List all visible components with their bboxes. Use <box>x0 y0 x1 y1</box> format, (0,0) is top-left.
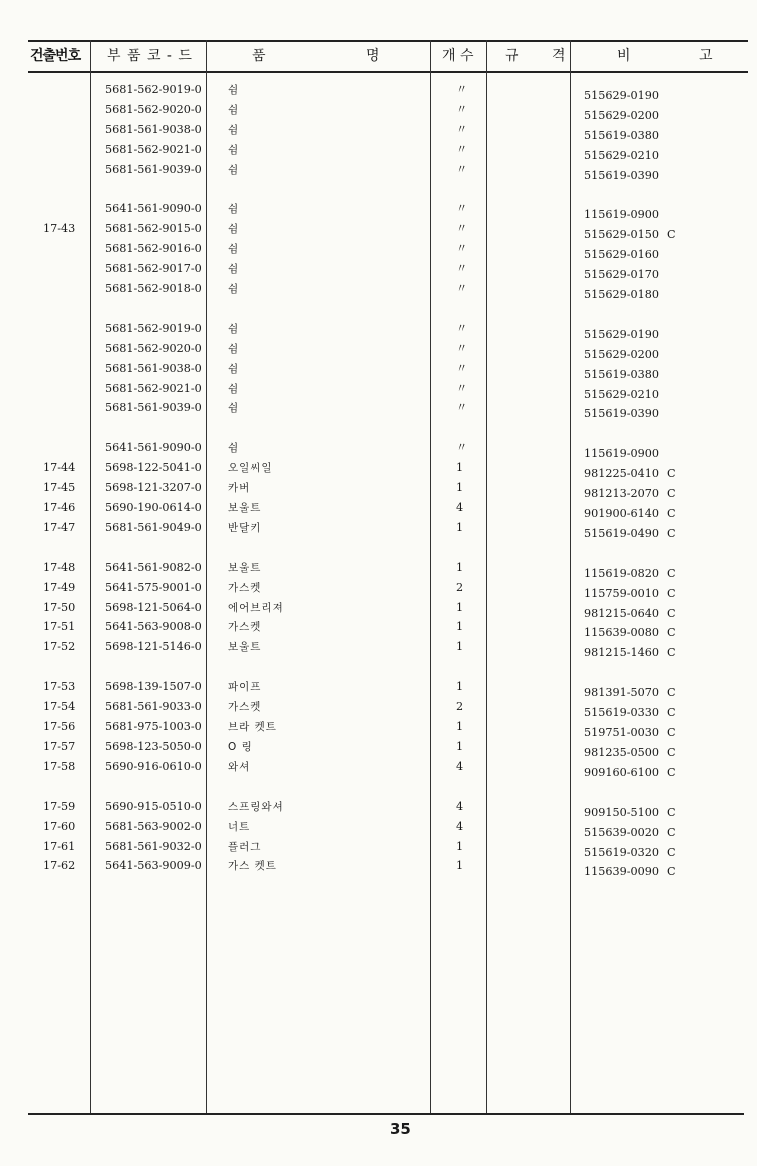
ref-no-cell: 17-54 <box>43 700 76 714</box>
remark-number: 515629-0200 <box>584 108 659 122</box>
part-code-cell: 5681-563-9002-0 <box>105 819 202 833</box>
part-code-cell: 5681-561-9038-0 <box>105 122 202 136</box>
remark-flag: C <box>666 706 676 720</box>
header-remark-b: 고 <box>699 48 713 64</box>
ref-no-cell: 17-57 <box>43 739 76 753</box>
remark-number: 515639-0020 <box>584 825 659 839</box>
ref-no-cell: 17-47 <box>43 520 76 534</box>
header-name-a: 품 <box>252 48 266 64</box>
ref-no-cell: 17-51 <box>43 620 76 634</box>
table-row <box>0 717 757 740</box>
part-name-cell: 플러그 <box>228 840 262 853</box>
remark-number: 515619-0380 <box>584 128 659 142</box>
part-code-cell: 5690-916-0610-0 <box>105 759 202 773</box>
part-code-cell: 5681-562-9021-0 <box>105 142 202 156</box>
quantity-cell: 〃 <box>456 361 468 375</box>
part-name-cell: 가스켓 <box>228 701 262 714</box>
part-name-cell: O 링 <box>228 740 253 753</box>
part-code-cell: 5681-561-9039-0 <box>105 162 202 176</box>
part-code-cell: 5641-561-9082-0 <box>105 560 202 574</box>
quantity-cell: 〃 <box>456 341 468 355</box>
table-row <box>0 339 757 359</box>
quantity-cell: 〃 <box>456 441 468 455</box>
row-spacer <box>0 777 757 797</box>
ref-no-cell: 17-45 <box>43 481 76 495</box>
quantity-cell: 〃 <box>456 242 468 256</box>
row-spacer <box>0 418 757 438</box>
table-row <box>0 140 757 160</box>
part-code-cell: 5681-561-9049-0 <box>105 520 202 534</box>
part-name-cell: 가스켓 <box>228 581 262 594</box>
part-name-cell: 가스켓 <box>228 621 262 634</box>
part-name-cell: 에어브리져 <box>228 601 284 614</box>
remark-flag: C <box>666 825 676 839</box>
remark-flag: C <box>666 507 676 521</box>
part-name-cell: 보울트 <box>228 502 262 515</box>
part-name-cell: 쉼 <box>228 223 240 236</box>
row-spacer <box>0 657 757 677</box>
remark-number: 115639-0090 <box>584 865 659 879</box>
part-name-cell: 반달키 <box>228 521 262 534</box>
part-code-cell: 5641-563-9008-0 <box>105 620 202 634</box>
quantity-cell: 〃 <box>456 222 468 236</box>
quantity-cell: 〃 <box>456 262 468 276</box>
quantity-cell: 〃 <box>456 142 468 156</box>
row-spacer <box>0 538 757 558</box>
table-row <box>0 219 757 242</box>
page-number: 35 <box>390 1120 411 1138</box>
part-name-cell: 쉼 <box>228 283 240 296</box>
part-name-cell: 쉼 <box>228 203 240 216</box>
part-name-cell: 쉼 <box>228 163 240 176</box>
part-code-cell: 5681-562-9019-0 <box>105 83 202 96</box>
ref-no-cell: 17-53 <box>43 680 76 694</box>
quantity-cell: 〃 <box>456 401 468 415</box>
quantity-cell: 1 <box>456 839 464 853</box>
remark-flag: C <box>666 726 676 740</box>
remark-flag: C <box>666 606 676 620</box>
quantity-cell: 4 <box>456 799 464 813</box>
ref-no-cell: 17-43 <box>43 222 76 236</box>
table-row <box>0 617 757 640</box>
remark-number: 981391-5070 <box>584 686 659 700</box>
table-row <box>0 458 757 481</box>
header-spec-b: 격 <box>552 48 566 64</box>
part-name-cell: 파이프 <box>228 681 262 694</box>
quantity-cell: 4 <box>456 501 464 515</box>
quantity-cell: 〃 <box>456 321 468 335</box>
remark-number: 981213-2070 <box>584 487 659 501</box>
part-name-cell: 쉼 <box>228 402 240 415</box>
table-row <box>0 637 757 660</box>
remark-number: 515619-0330 <box>584 706 659 720</box>
quantity-cell: 1 <box>456 600 464 614</box>
ref-no-cell: 17-49 <box>43 580 76 594</box>
table-row <box>0 259 757 282</box>
table-row <box>0 100 757 120</box>
header-ref-no: 건출번호 <box>30 48 81 64</box>
remark-number: 515629-0190 <box>584 327 659 341</box>
table-row <box>0 817 757 837</box>
part-code-cell: 5698-121-3207-0 <box>105 481 202 495</box>
remark-number: 515619-0390 <box>584 407 659 421</box>
header-remark-a: 비 <box>617 48 631 64</box>
part-name-cell: 보울트 <box>228 641 262 654</box>
remark-number: 115619-0820 <box>584 566 659 580</box>
ref-no-cell: 17-59 <box>43 799 76 813</box>
remark-number: 519751-0030 <box>584 726 659 740</box>
remark-flag: C <box>666 686 676 700</box>
header-top-rule <box>28 40 748 42</box>
ref-no-cell: 17-48 <box>43 560 76 574</box>
part-code-cell: 5681-561-9039-0 <box>105 401 202 415</box>
table-row <box>0 578 757 598</box>
table-row <box>0 199 757 222</box>
header-qty: 개 수 <box>442 48 474 64</box>
table-row <box>0 757 757 777</box>
remark-number: 515629-0170 <box>584 268 659 282</box>
quantity-cell: 1 <box>456 680 464 694</box>
part-name-cell: 쉼 <box>228 382 240 395</box>
remark-number: 981235-0500 <box>584 745 659 759</box>
remark-number: 115759-0010 <box>584 586 659 600</box>
table-row <box>0 80 757 100</box>
table-row <box>0 319 757 339</box>
quantity-cell: 1 <box>456 520 464 534</box>
part-name-cell: 오일씨일 <box>228 462 273 475</box>
table-row <box>0 438 757 461</box>
remark-flag: C <box>666 467 676 481</box>
remark-number: 515629-0210 <box>584 148 659 162</box>
remark-number: 981215-1460 <box>584 646 659 660</box>
table-row <box>0 677 757 700</box>
header-bottom-rule <box>28 71 748 73</box>
remark-number: 981215-0640 <box>584 606 659 620</box>
part-code-cell: 5698-121-5064-0 <box>105 600 202 614</box>
part-name-cell: 스프링와셔 <box>228 800 284 813</box>
part-code-cell: 5641-561-9090-0 <box>105 441 202 455</box>
part-name-cell: 쉼 <box>228 84 240 96</box>
remark-flag: C <box>666 805 676 819</box>
quantity-cell: 〃 <box>456 102 468 116</box>
quantity-cell: 〃 <box>456 83 468 96</box>
remark-flag: C <box>666 586 676 600</box>
part-name-cell: 보울트 <box>228 561 262 574</box>
quantity-cell: 4 <box>456 819 464 833</box>
quantity-cell: 2 <box>456 700 464 714</box>
table-row <box>0 398 757 421</box>
part-code-cell: 5681-562-9017-0 <box>105 262 202 276</box>
ref-no-cell: 17-62 <box>43 859 76 873</box>
part-code-cell: 5681-562-9020-0 <box>105 341 202 355</box>
part-code-cell: 5681-562-9019-0 <box>105 321 202 335</box>
remark-number: 909160-6100 <box>584 765 659 779</box>
remark-flag: C <box>666 646 676 660</box>
remark-flag: C <box>666 865 676 879</box>
part-code-cell: 5690-915-0510-0 <box>105 799 202 813</box>
footer-rule <box>28 1113 744 1115</box>
ref-no-cell: 17-46 <box>43 501 76 515</box>
part-code-cell: 5681-561-9032-0 <box>105 839 202 853</box>
remark-number: 115619-0900 <box>584 447 659 461</box>
remark-flag: C <box>666 526 676 540</box>
table-row <box>0 279 757 302</box>
ref-no-cell: 17-52 <box>43 640 76 654</box>
quantity-cell: 〃 <box>456 282 468 296</box>
remark-cell <box>584 862 754 882</box>
remark-flag: C <box>666 845 676 859</box>
quantity-cell: 1 <box>456 620 464 634</box>
ref-no-cell: 17-58 <box>43 759 76 773</box>
table-row <box>0 856 757 879</box>
part-code-cell: 5681-562-9015-0 <box>105 222 202 236</box>
part-code-cell: 5698-139-1507-0 <box>105 680 202 694</box>
remark-number: 515619-0490 <box>584 526 659 540</box>
part-code-cell: 5698-123-5050-0 <box>105 739 202 753</box>
table-row <box>0 160 757 180</box>
table-row <box>0 498 757 521</box>
part-code-cell: 5681-561-9038-0 <box>105 361 202 375</box>
quantity-cell: 2 <box>456 580 464 594</box>
table-row <box>0 120 757 140</box>
table-row <box>0 359 757 379</box>
remark-number: 901900-6140 <box>584 507 659 521</box>
quantity-cell: 〃 <box>456 381 468 395</box>
part-code-cell: 5681-561-9033-0 <box>105 700 202 714</box>
ref-no-cell: 17-50 <box>43 600 76 614</box>
part-name-cell: 쉼 <box>228 342 240 355</box>
table-row <box>0 558 757 578</box>
part-code-cell: 5641-563-9009-0 <box>105 859 202 873</box>
part-name-cell: 와셔 <box>228 760 251 773</box>
table-row <box>0 797 757 817</box>
ref-no-cell: 17-61 <box>43 839 76 853</box>
table-row <box>0 737 757 757</box>
remark-number: 981225-0410 <box>584 467 659 481</box>
part-code-cell: 5690-190-0614-0 <box>105 501 202 515</box>
quantity-cell: 1 <box>456 461 464 475</box>
remark-number: 515619-0390 <box>584 168 659 182</box>
part-code-cell: 5681-562-9020-0 <box>105 102 202 116</box>
part-name-cell: 쉼 <box>228 143 240 156</box>
remark-flag: C <box>666 566 676 580</box>
table-row <box>0 239 757 262</box>
remark-number: 515629-0190 <box>584 89 659 102</box>
part-code-cell: 5641-575-9001-0 <box>105 580 202 594</box>
remark-number: 115619-0900 <box>584 208 659 222</box>
quantity-cell: 〃 <box>456 122 468 136</box>
part-name-cell: 쉼 <box>228 123 240 136</box>
remark-number: 909150-5100 <box>584 805 659 819</box>
table-row <box>0 697 757 720</box>
part-code-cell: 5681-562-9018-0 <box>105 282 202 296</box>
quantity-cell: 1 <box>456 481 464 495</box>
part-name-cell: 가스 켓트 <box>228 860 277 873</box>
quantity-cell: 1 <box>456 640 464 654</box>
header-part-code: 부 품 코 - 드 <box>107 48 193 64</box>
table-row <box>0 598 757 618</box>
part-code-cell: 5681-562-9021-0 <box>105 381 202 395</box>
row-spacer <box>0 299 757 319</box>
header-name-b: 명 <box>366 48 380 64</box>
remark-number: 515629-0180 <box>584 288 659 302</box>
part-name-cell: 쉼 <box>228 362 240 375</box>
table-row <box>0 837 757 857</box>
part-name-cell: 쉼 <box>228 263 240 276</box>
part-name-cell: 쉼 <box>228 322 240 335</box>
part-name-cell: 쉼 <box>228 103 240 116</box>
quantity-cell: 1 <box>456 560 464 574</box>
remark-number: 515629-0210 <box>584 387 659 401</box>
row-spacer <box>0 179 757 199</box>
part-name-cell: 브라 켓트 <box>228 721 277 734</box>
header-spec-a: 규 <box>505 48 519 64</box>
quantity-cell: 〃 <box>456 202 468 216</box>
part-code-cell: 5681-975-1003-0 <box>105 720 202 734</box>
part-name-cell: 너트 <box>228 820 251 833</box>
part-name-cell: 쉼 <box>228 243 240 256</box>
parts-table-body <box>0 80 757 879</box>
part-code-cell: 5698-122-5041-0 <box>105 461 202 475</box>
remark-flag: C <box>666 487 676 501</box>
remark-flag: C <box>666 228 676 242</box>
remark-number: 515629-0150 <box>584 228 659 242</box>
quantity-cell: 1 <box>456 739 464 753</box>
table-row <box>0 379 757 399</box>
remark-number: 515629-0200 <box>584 347 659 361</box>
remark-number: 515619-0320 <box>584 845 659 859</box>
remark-number: 515629-0160 <box>584 248 659 262</box>
remark-flag: C <box>666 626 676 640</box>
quantity-cell: 1 <box>456 720 464 734</box>
part-code-cell: 5681-562-9016-0 <box>105 242 202 256</box>
quantity-cell: 〃 <box>456 162 468 176</box>
remark-number: 515619-0380 <box>584 367 659 381</box>
part-name-cell: 카버 <box>228 482 251 495</box>
table-row <box>0 518 757 538</box>
quantity-cell: 4 <box>456 759 464 773</box>
part-name-cell: 쉼 <box>228 442 240 455</box>
quantity-cell: 1 <box>456 859 464 873</box>
remark-number: 115639-0080 <box>584 626 659 640</box>
remark-flag: C <box>666 765 676 779</box>
table-row <box>0 478 757 501</box>
part-code-cell: 5641-561-9090-0 <box>105 202 202 216</box>
ref-no-cell: 17-44 <box>43 461 76 475</box>
remark-flag: C <box>666 745 676 759</box>
ref-no-cell: 17-56 <box>43 720 76 734</box>
ref-no-cell: 17-60 <box>43 819 76 833</box>
part-code-cell: 5698-121-5146-0 <box>105 640 202 654</box>
